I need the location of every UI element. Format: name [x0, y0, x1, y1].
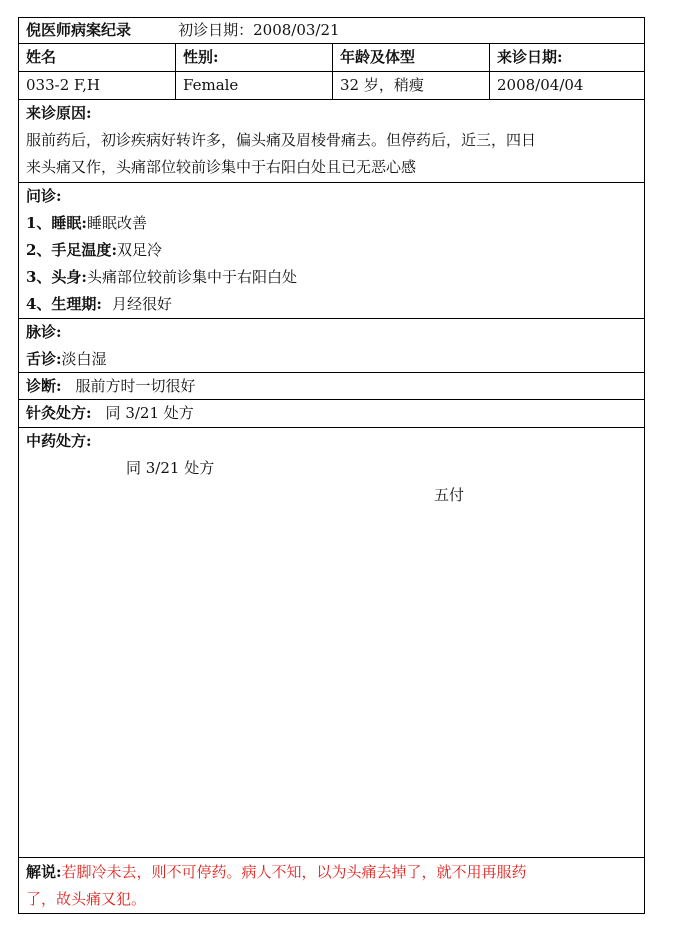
visit-date-header: 来诊日期:: [489, 44, 644, 71]
herbal-label: 中药处方:: [26, 432, 92, 450]
patient-id-value: 033-2 F,H: [26, 76, 100, 94]
age-header: 年龄及体型: [332, 44, 489, 71]
gender-header: 性别:: [175, 44, 332, 71]
reason-label: 来诊原因:: [26, 104, 92, 122]
info-value-row: [19, 72, 644, 100]
header-row: [19, 18, 644, 44]
inquiry-item: 2、手足温度:双足冷: [26, 241, 162, 259]
first-visit-date: 初诊日期：2008/03/21: [178, 21, 340, 39]
inquiry-item: 1、睡眠:睡眠改善: [26, 214, 147, 232]
explanation-line1: 解说:若脚冷未去，则不可停药。病人不知，以为头痛去掉了，就不用再服药: [26, 863, 527, 881]
age-value: 32 岁，稍瘦: [332, 72, 489, 99]
pulse-tongue-section: [19, 319, 644, 373]
diagnosis-line: 诊断: 服前方时一切很好: [26, 377, 196, 395]
inquiry-label: 问诊:: [26, 187, 62, 205]
gender-value: Female: [175, 72, 332, 99]
acupuncture-line: 针灸处方: 同 3/21 处方: [26, 404, 194, 422]
diagnosis-section: [19, 373, 644, 400]
visit-date-value: 2008/04/04: [489, 72, 644, 99]
pulse-line: 脉诊:: [26, 323, 62, 341]
reason-text-line2: 来头痛又作，头痛部位较前诊集中于右阳白处且已无恶心感: [26, 158, 417, 176]
inquiry-item: 4、生理期: 月经很好: [26, 295, 172, 313]
herbal-section: [19, 428, 644, 858]
header-cell: [19, 18, 644, 43]
herbal-doses: 五付: [434, 486, 465, 504]
inquiry-section: [19, 183, 644, 319]
explanation-line2: 了，故头痛又犯。: [26, 890, 147, 908]
info-header-row: [19, 44, 644, 72]
name-header: 姓名: [26, 48, 57, 66]
medical-record-sheet: [18, 17, 645, 914]
herbal-line1: 同 3/21 处方: [126, 459, 215, 477]
record-title: 倪医师病案纪录: [26, 21, 132, 39]
reason-section: [19, 100, 644, 183]
inquiry-item: 3、头身:头痛部位较前诊集中于右阳白处: [26, 268, 297, 286]
explanation-section: [19, 858, 644, 913]
tongue-line: 舌诊:淡白湿: [26, 350, 107, 368]
acupuncture-section: [19, 400, 644, 428]
reason-text-line1: 服前药后，初诊疾病好转许多，偏头痛及眉棱骨痛去。但停药后，近三，四日: [26, 131, 537, 149]
